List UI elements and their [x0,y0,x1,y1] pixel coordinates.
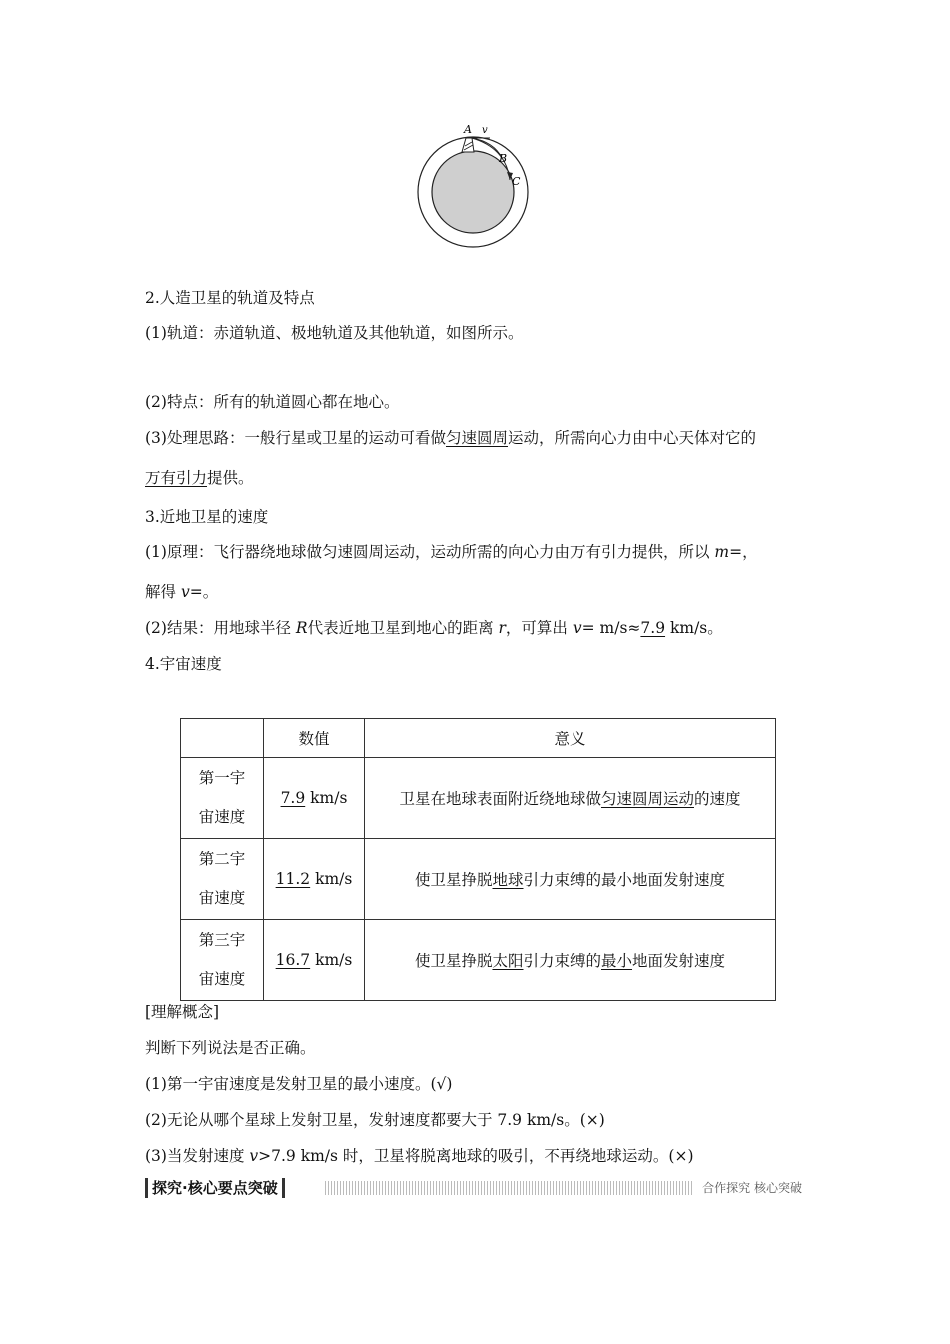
banner-right: 合作探究 核心突破 [692,1178,812,1198]
sec2-heading: 2.人造卫星的轨道及特点 [145,289,315,307]
question-1: (1)第一宇宙速度是发射卫星的最小速度。(√) [145,1075,453,1093]
sec3-heading: 3.近地卫星的速度 [145,508,269,526]
understand-title: [理解概念] [145,1003,220,1021]
sec3-p1: (1)原理：飞行器绕地球做匀速圆周运动，运动所需的向心力由万有引力提供，所以 m=， [145,543,758,561]
sec2-p3b: 万有引力提供。 [145,469,254,487]
row-name: 第一宇宙速度 [181,758,264,839]
orbit-figure [410,118,540,250]
row-value: 7.9 [280,789,306,807]
answer-uniform-circular: 匀速圆周 [445,429,508,447]
row-value: 11.2 [275,870,311,888]
sec4-heading: 4.宇宙速度 [145,655,222,673]
table-row: 第一宇宙速度 7.9 km/s 卫星在地球表面附近绕地球做匀速圆周运动的速度 [181,758,776,839]
question-2: (2)无论从哪个星球上发射卫星，发射速度都要大于 7.9 km/s。(×) [145,1111,605,1129]
label-a: A [464,123,472,136]
sec3-p2: (2)结果：用地球半径 R代表近地卫星到地心的距离 r，可算出 v= m/s≈7.9 km/s。 [145,619,723,637]
row-value: 16.7 [275,951,311,969]
table-row: 第三宇宙速度 16.7 km/s 使卫星挣脱太阳引力束缚的最小地面发射速度 [181,920,776,1001]
label-c: C [512,175,521,188]
sec2-p1: (1)轨道：赤道轨道、极地轨道及其他轨道，如图所示。 [145,324,524,342]
header-value: 数值 [264,719,365,758]
table-row: 第二宇宙速度 11.2 km/s 使卫星挣脱地球引力束缚的最小地面发射速度 [181,839,776,920]
banner-title: 探究·核心要点突破 [145,1178,285,1198]
cosmic-velocity-table [180,718,776,1001]
question-3: (3)当发射速度 v>7.9 km/s 时，卫星将脱离地球的吸引，不再绕地球运动。(×) [145,1147,694,1165]
label-b: B [499,152,508,165]
row-name: 第三宇宙速度 [181,920,264,1001]
sec2-p3: (3)处理思路：一般行星或卫星的运动可看做匀速圆周运动，所需向心力由中心天体对它的 [145,429,756,447]
sec3-p1b: 解得 v=。 [145,583,219,601]
label-v: v [482,125,488,136]
table-header [181,719,776,758]
sec2-p2: (2)特点：所有的轨道圆心都在地心。 [145,393,400,411]
answer-gravitation: 万有引力 [145,469,208,487]
header-meaning: 意义 [365,719,776,758]
section-banner [145,1178,812,1198]
understand-intro: 判断下列说法是否正确。 [145,1039,316,1057]
row-name: 第二宇宙速度 [181,839,264,920]
answer-7-9: 7.9 [640,619,666,637]
